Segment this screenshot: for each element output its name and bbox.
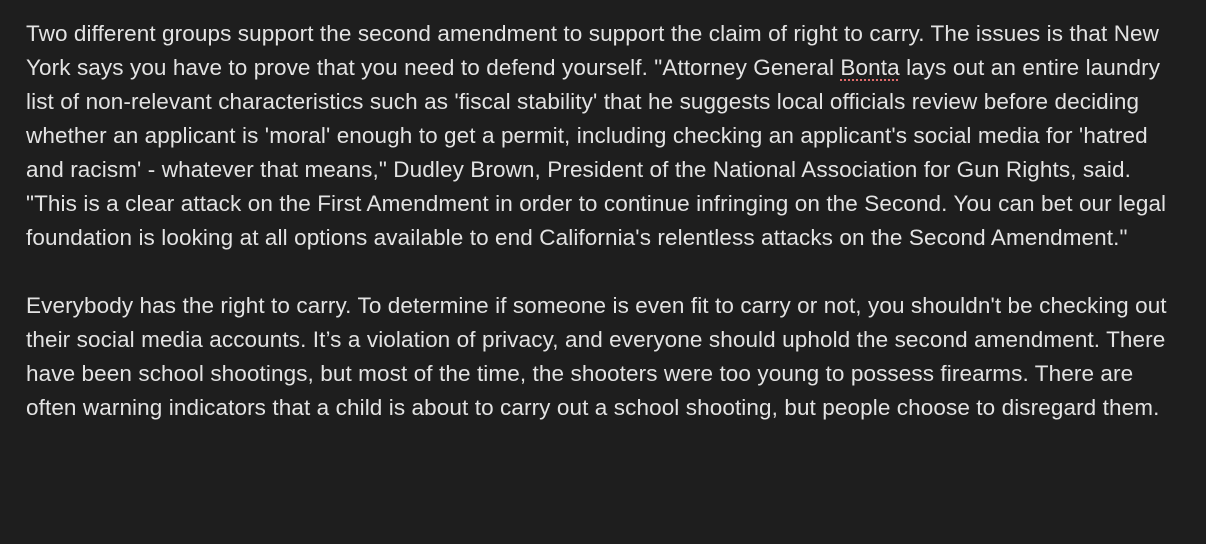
paragraph-spacer bbox=[26, 255, 1186, 289]
paragraph-2: Everybody has the right to carry. To determine if someone is even fit to carry or not, you shouldn't be checking out their social media accounts. It’s a violation of privacy, and everyone should uphold the second amendment. There have been school shootings, but most of the time, the shooters were too young to possess firearms. There are often warning indicators that a child is about to carry out a school shooting, but people choose to disregard them. bbox=[26, 293, 1167, 420]
paragraph-1 bbox=[26, 17, 1186, 255]
paragraph-1-text-after: lays out an entire laundry list of non-relevant characteristics such as 'fiscal stability' that he suggests local officials review before deciding whether an applicant is 'moral' enough to get a permit, including checking an applicant's social media for 'hatred and racism' - whatever that means," Dudley Brown, President of the National Association for Gun Rights, said. "This is a clear attack on the First Amendment in order to continue infringing on the Second. You can bet our legal foundation is looking at all options available to end California's relentless attacks on the Second Amendment." bbox=[26, 55, 1167, 250]
paragraph-1-text-before: Two different groups support the second amendment to support the claim of right to carry. The issues is that New York says you have to prove that you need to defend yourself. "Attorney General bbox=[26, 21, 1160, 80]
misspelled-word[interactable]: Bonta bbox=[840, 55, 900, 80]
